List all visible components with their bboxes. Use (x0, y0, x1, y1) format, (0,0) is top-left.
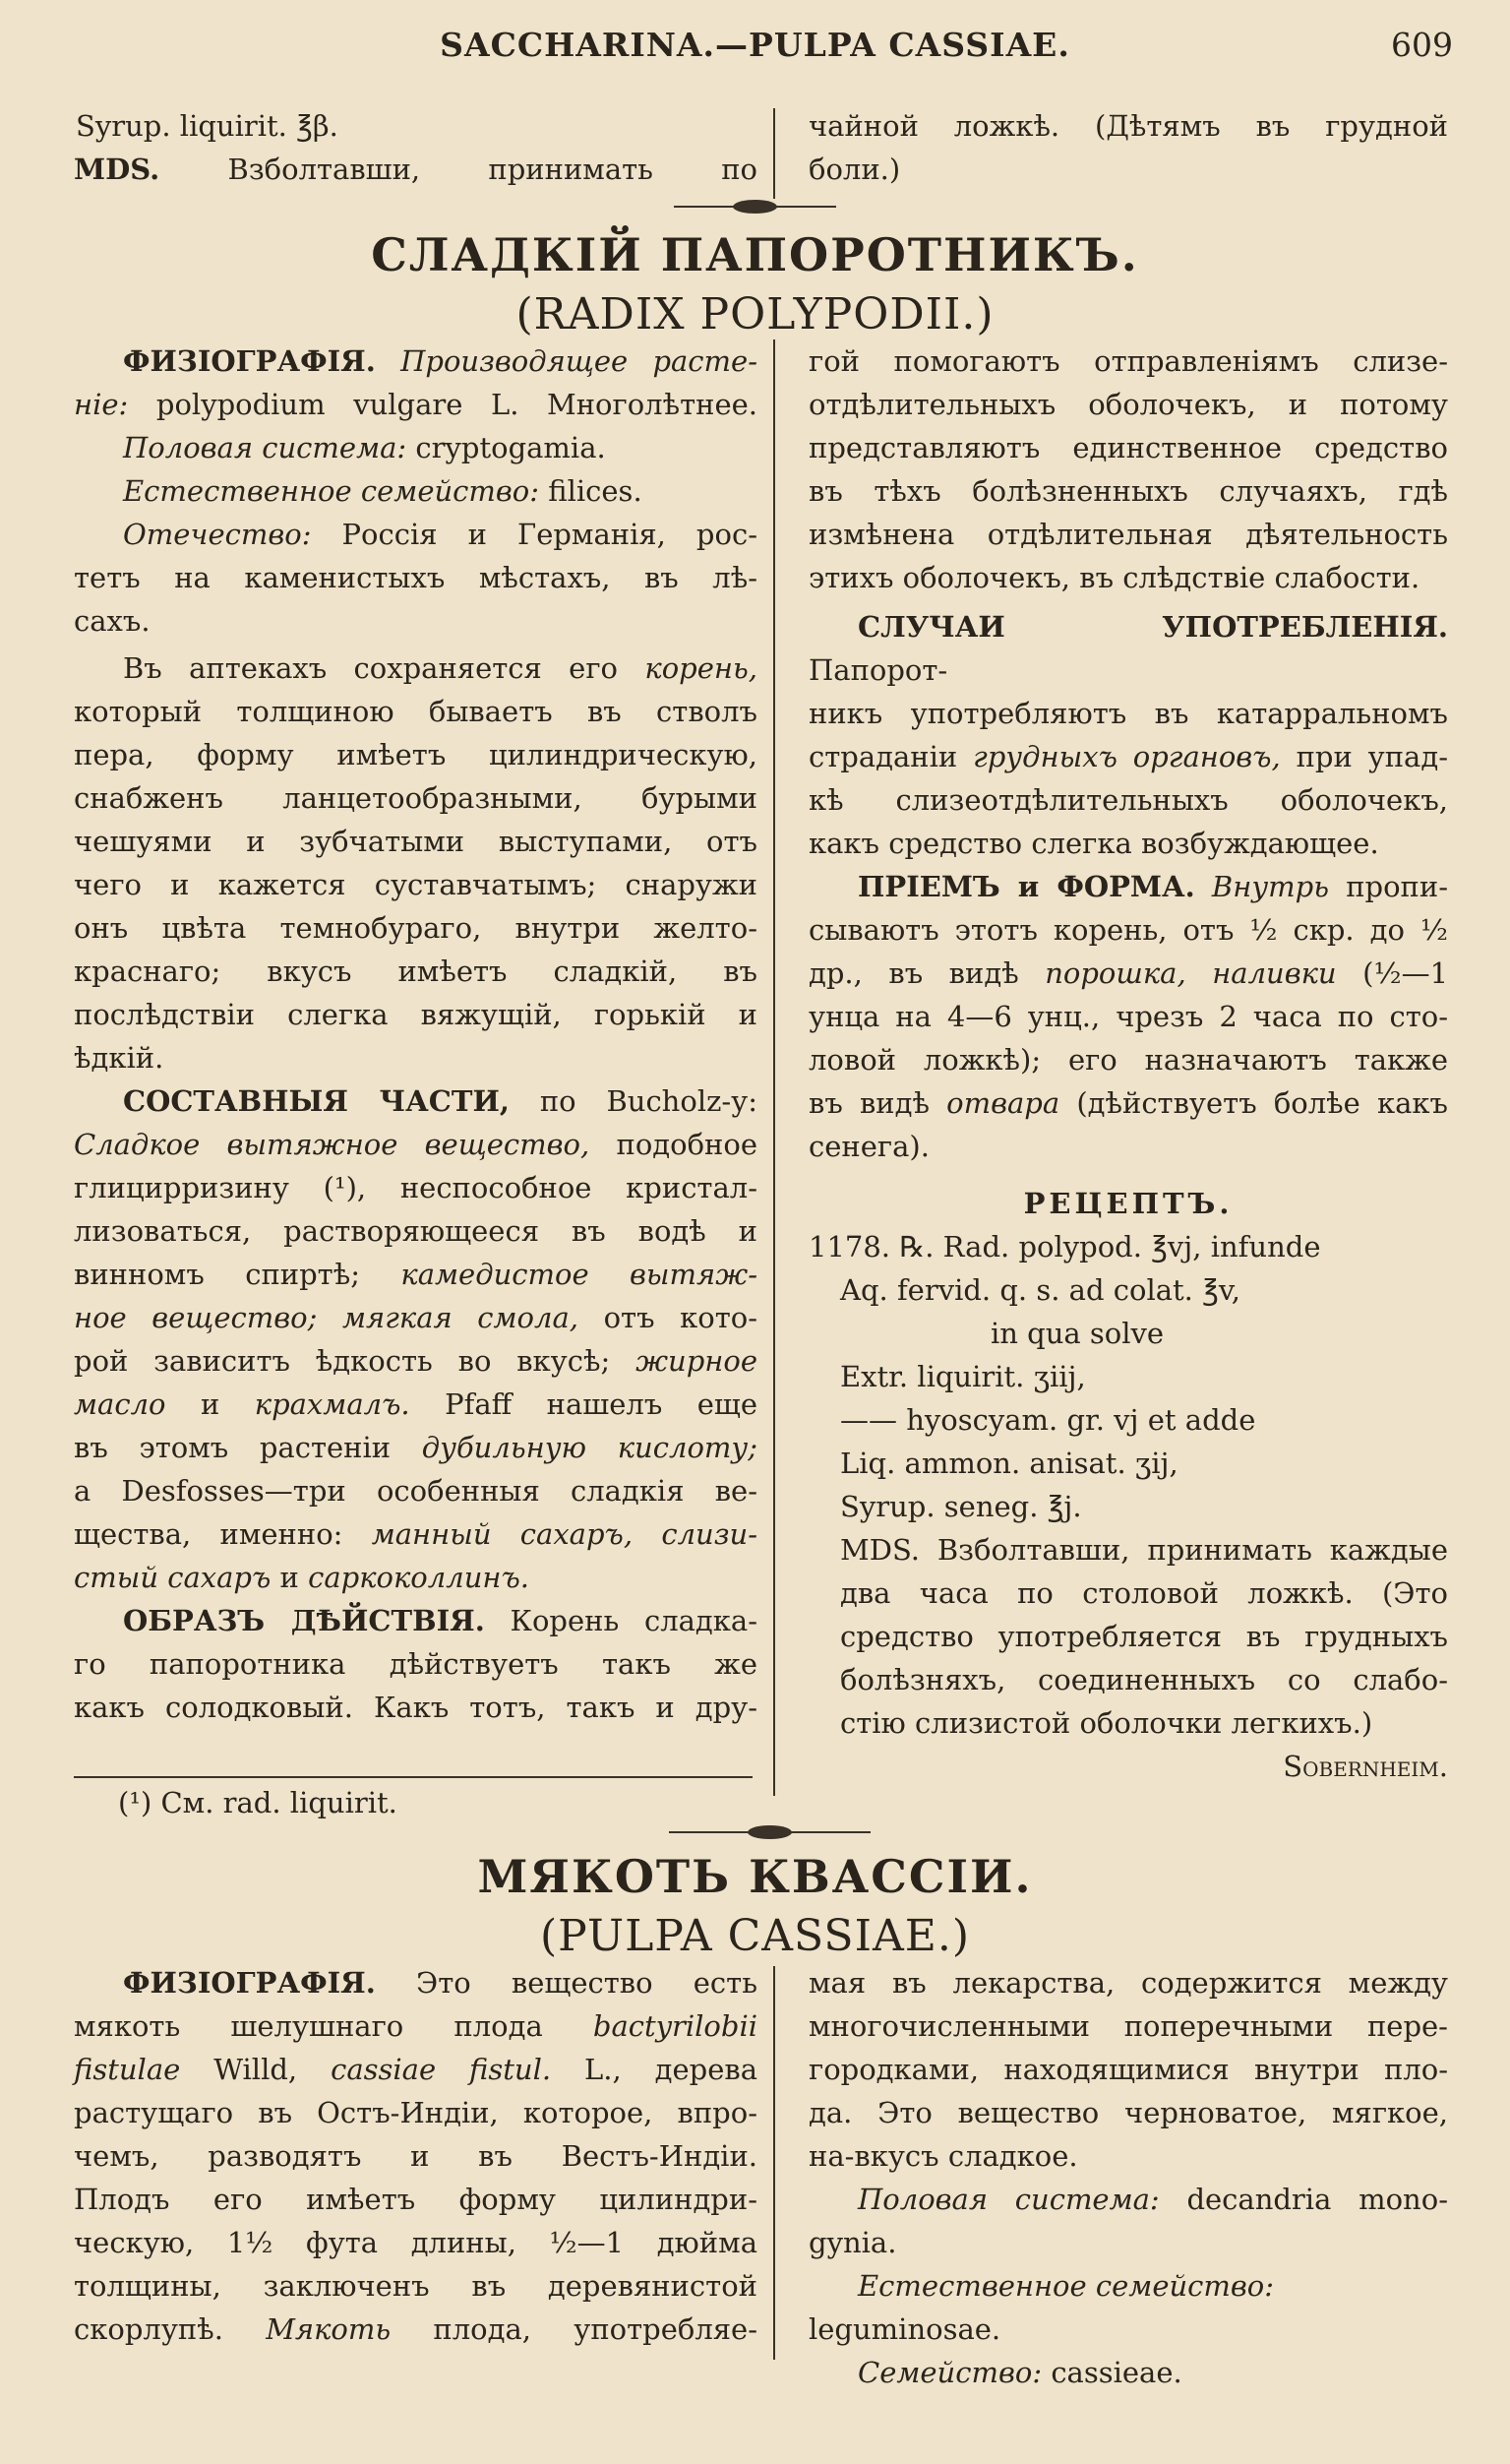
text-span: стый сахаръ (74, 1561, 272, 1594)
text-line: толщины, заключенъ въ деревянистой (74, 2269, 757, 2303)
text-span: отъ кото- (603, 1301, 758, 1334)
text-span: cryptogamia. (415, 431, 606, 464)
text-span: Въ аптекахъ сохраняется его (123, 651, 618, 685)
text-span: cassieae. (1051, 2356, 1182, 2389)
text-line: да. Это вещество черноватое, мягкое, (809, 2096, 1448, 2129)
text-span: Половая система: (123, 431, 407, 464)
text-line: гой помогаютъ отправленіямъ слизе- (809, 344, 1448, 378)
text-span: дубильную кислоту; (421, 1431, 757, 1464)
text-span: масло (74, 1387, 166, 1421)
text-line: средство употребляется въ грудныхъ (840, 1620, 1448, 1653)
text-line: измѣнена отдѣлительная дѣятельность (809, 518, 1448, 551)
text-span: Это вещество есть (416, 1966, 757, 2000)
section2-right-column (809, 1961, 1448, 2394)
text-span: (½—1 (1362, 956, 1449, 990)
text-span: страданіи (809, 740, 958, 773)
text-span: Отечество: (123, 518, 312, 551)
text-line: лизоваться, растворяющееся въ водѣ и (74, 1214, 757, 1248)
section-title: МЯКОТЬ КВАССІИ. (477, 1850, 1033, 1903)
text-line: кѣ слизеотдѣлительныхъ оболочекъ, (809, 783, 1448, 817)
section1-left-column (74, 339, 757, 1729)
text-line: какъ солодковый. Какъ тотъ, такъ и дру- (74, 1691, 757, 1724)
section-divider (0, 1822, 1510, 1842)
text-span: L., дерева (584, 2053, 758, 2086)
text-line: ловой ложкѣ); его назначаютъ также (809, 1043, 1448, 1077)
text-span: саркоколлинъ. (308, 1561, 530, 1594)
text-line: городками, находящимися внутри пло- (809, 2053, 1448, 2086)
text-span: (дѣйствуетъ болѣе какъ (1076, 1086, 1448, 1120)
text-span: Половая система: (858, 2183, 1160, 2216)
text-line: послѣдствіи слегка вяжущій, горькій и (74, 998, 757, 1031)
text-line: этихъ оболочекъ, въ слѣдствіе слабости. (809, 561, 1420, 594)
text-line: сываютъ этотъ корень, отъ ½ скр. до ½ (809, 913, 1448, 947)
page-number: 609 (1391, 26, 1453, 64)
text-span: плода, употребляе- (433, 2312, 758, 2346)
text-line: снабженъ ланцетообразными, бурыми (74, 781, 757, 815)
text-span: Естественное семейство: (858, 2269, 1275, 2303)
text-span: bactyrilobii (592, 2009, 758, 2043)
text-line: онъ цвѣта темнобураго, внутри желто- (74, 911, 757, 945)
text-span: ное вещество; мягкая смола, (74, 1301, 578, 1334)
text-line: го папоротника дѣйствуетъ такъ же (74, 1647, 757, 1681)
mds-label: MDS. (74, 153, 160, 186)
text-line: никъ употребляютъ въ катарральномъ (809, 697, 1448, 730)
text-span: др., въ видѣ (809, 956, 1019, 990)
text-span: корень, (644, 651, 757, 685)
footnote: (¹) См. rad. liquirit. (118, 1786, 397, 1819)
text-span: пропи- (1346, 870, 1449, 903)
text-span: щества, именно: (74, 1517, 343, 1551)
text-line: сенега). (809, 1130, 930, 1163)
text-span: fistulae (74, 2053, 181, 2086)
text-span: Внутрь (1211, 870, 1330, 903)
section-divider (0, 197, 1510, 216)
text-line: на-вкусъ сладкое. (809, 2139, 1078, 2173)
running-title: SACCHARINA.—PULPA CASSIAE. (440, 26, 1070, 64)
top-right-column (809, 104, 1448, 191)
text-span: грудныхъ органовъ, (973, 740, 1281, 773)
text-span: въ этомъ растеніи (74, 1431, 392, 1464)
text-span: Семейство: (858, 2356, 1043, 2389)
text-span: при упад- (1296, 740, 1448, 773)
text-span: polypodium vulgare L. Многолѣтнее. (155, 388, 757, 421)
text-span: Корень сладка- (510, 1604, 757, 1637)
text-line: ѣдкій. (74, 1041, 164, 1075)
text-span: filices. (548, 474, 642, 508)
text-line: представляютъ единственное средство (809, 431, 1448, 464)
syrup-line: Syrup. liquirit. ℥β. (76, 109, 338, 143)
text-line: MDS. Взболтавши, принимать каждые (840, 1533, 1448, 1567)
text-span: подобное (616, 1128, 757, 1161)
text-span: манный сахаръ, слизи- (371, 1517, 758, 1551)
text-line: чешуями и зубчатыми выступами, отъ (74, 825, 757, 858)
text-line: a Desfosses—три особенныя сладкія ве- (74, 1474, 757, 1508)
recipe-title: РЕЦЕПТЪ. (1023, 1187, 1234, 1220)
text-line: тетъ на каменистыхъ мѣстахъ, въ лѣ- (74, 561, 757, 594)
footnote-rule (74, 1776, 753, 1778)
text-line: растущаго въ Остъ-Индіи, которое, впро- (74, 2096, 757, 2129)
text-span: жирное (635, 1344, 758, 1378)
text-line: унца на 4—6 унц., чрезъ 2 часа по сто- (809, 1000, 1448, 1033)
text-span: по Bucholz-у: (539, 1084, 758, 1118)
text-line: въ тѣхъ болѣзненныхъ случаяхъ, гдѣ (809, 474, 1448, 508)
text-line: стію слизистой оболочки легкихъ.) (840, 1706, 1373, 1740)
text-line: глицирризину (¹), неспособное кристал- (74, 1171, 757, 1204)
text-span: скорлупѣ. (74, 2312, 223, 2346)
text-line: пера, форму имѣетъ цилиндрическую, (74, 738, 757, 771)
text-line: который толщиною бываетъ въ стволъ (74, 695, 757, 728)
column-divider (773, 339, 775, 1796)
text-line: ческую, 1½ фута длины, ½—1 дюйма (74, 2226, 757, 2259)
signature: Sobernheim. (1283, 1750, 1448, 1783)
text-span: отвара (946, 1086, 1060, 1120)
running-header (0, 26, 1510, 75)
section-latin-title: (RADIX POLYPODII.) (515, 289, 995, 339)
text-span: Сладкое вытяжное вещество, (74, 1128, 590, 1161)
recipe-line: Aq. fervid. q. s. ad colat. ℥v, (840, 1273, 1241, 1307)
text-span: Производящее расте- (400, 344, 757, 378)
text-line: чайной ложкѣ. (Дѣтямъ въ грудной (809, 109, 1448, 143)
recipe-line: —— hyoscyam. gr. vj et adde (840, 1403, 1256, 1437)
text-line: отдѣлительныхъ оболочекъ, и потому (809, 388, 1448, 421)
text-span: decandria mono- (1186, 2183, 1448, 2216)
text-span: въ видѣ (809, 1086, 930, 1120)
physiography-heading: ФИЗІОГРАФІЯ. (123, 1966, 376, 2000)
section-title: СЛАДКІЙ ПАПОРОТНИКЪ. (371, 228, 1139, 281)
text-line: болѣзняхъ, соединенныхъ со слабо- (840, 1663, 1448, 1696)
recipe-line: in qua solve (991, 1317, 1165, 1350)
top-left-column (74, 104, 757, 191)
text-span: и (279, 1561, 299, 1594)
recipe-line: Syrup. seneg. ℥j. (840, 1490, 1082, 1523)
text-span: Папорот- (809, 653, 948, 687)
text-line: два часа по столовой ложкѣ. (Это (840, 1576, 1448, 1610)
text-span: винномъ спиртѣ; (74, 1258, 360, 1291)
text-line: чего и кажется суставчатымъ; снаружи (74, 868, 757, 901)
text-line: сахъ. (74, 604, 151, 638)
text-span: камедистое вытяж- (400, 1258, 758, 1291)
constituents-heading: СОСТАВНЫЯ ЧАСТИ, (123, 1084, 510, 1118)
section1-right-column (809, 339, 1448, 1788)
recipe-line: Extr. liquirit. ʒiij, (840, 1360, 1086, 1393)
text-span: Естественное семейство: (123, 474, 540, 508)
recipe-line: Liq. ammon. anisat. ʒij, (840, 1447, 1178, 1480)
text-span: Мякоть (266, 2312, 392, 2346)
text-line: краснаго; вкусъ имѣетъ сладкій, въ (74, 955, 757, 988)
usage-heading: СЛУЧАИ УПОТРЕБЛЕНІЯ. (858, 610, 1448, 644)
text-span: cassiae fistul. (331, 2053, 552, 2086)
text-line: gynia. (809, 2226, 897, 2259)
text-span: Willd, (213, 2053, 298, 2086)
text-span: мякоть шелушнаго плода (74, 2009, 543, 2043)
text-span: Россія и Германія, рос- (341, 518, 757, 551)
text-line: боли.) (809, 153, 901, 186)
physiography-heading: ФИЗІОГРАФІЯ. (123, 344, 376, 378)
section-latin-title: (PULPA CASSIAE.) (539, 1911, 970, 1961)
dosage-heading: ПРІЕМЪ и ФОРМА. (858, 870, 1195, 903)
text-line: мая въ лекарства, содержится между (809, 1966, 1448, 2000)
text-span: рой зависитъ ѣдкость во вкусѣ; (74, 1344, 611, 1378)
text-line: какъ средство слегка возбуждающее. (809, 827, 1379, 860)
text-span: leguminosae. (809, 2312, 1001, 2346)
text-span: и (200, 1387, 220, 1421)
recipe-line: 1178. ℞. Rad. polypod. ℥vj, infunde (809, 1230, 1321, 1263)
column-divider (773, 1966, 775, 2360)
text-span: Pfaff нашелъ еще (445, 1387, 758, 1421)
text-span: ніе: (74, 388, 129, 421)
text-line: многочисленными поперечными пере- (809, 2009, 1448, 2043)
section2-left-column (74, 1961, 757, 2351)
text-line: чемъ, разводятъ и въ Вестъ-Индіи. (74, 2139, 757, 2173)
text-span: крахмалъ. (254, 1387, 410, 1421)
action-heading: ОБРАЗЪ ДѢЙСТВІЯ. (123, 1604, 485, 1637)
text-span: порошка, наливки (1045, 956, 1337, 990)
mds-text: Взболтавши, принимать по (227, 153, 757, 186)
column-divider (773, 108, 775, 199)
text-line: Плодъ его имѣетъ форму цилиндри- (74, 2183, 757, 2216)
